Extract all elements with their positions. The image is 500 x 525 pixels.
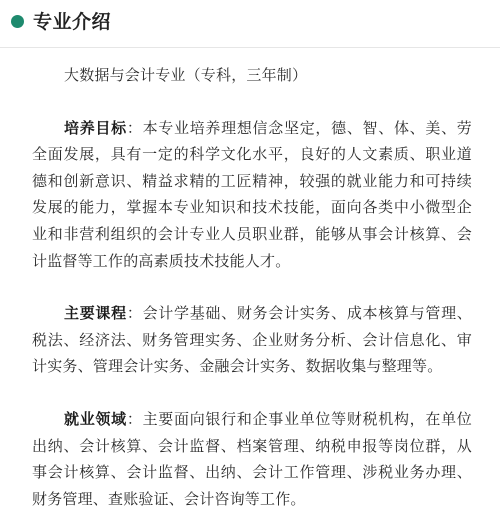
section-title: 专业介绍 (33, 11, 112, 33)
paragraph-text: 主要面向银行和企事业单位等财税机构，在单位出纳、会计核算、会计监督、档案管理、纳税申报等岗位群，从事会计核算、会计监督、出纳、会计工作管理、涉税业务办理、财务管理、查账验证、会计咨询等工作。 (32, 409, 473, 508)
program-subtitle: 大数据与会计专业（专科，三年制） (64, 66, 308, 84)
paragraph-separator: ： (126, 304, 143, 323)
section-header (0, 0, 500, 48)
paragraph-label: 培养目标 (64, 118, 127, 137)
dot-icon (11, 15, 24, 28)
paragraph-employment-fields (32, 406, 472, 512)
paragraph-separator: ： (126, 118, 143, 137)
paragraph-main-courses (32, 300, 472, 380)
paragraph-separator: ： (126, 409, 143, 428)
paragraph-text: 本专业培养理想信念坚定，德、智、体、美、劳全面发展，具有一定的科学文化水平，良好的人文素质、职业道德和创新意识、精益求精的工匠精神，较强的就业能力和可持续发展的能力，掌握本专业知识和技术技能，面向各类中小微型企业和非营利组织的会计专业人员职业群，能够从事会计核算、会计监督等工作的高素质技术技能人才。 (32, 118, 473, 270)
paragraph-label: 就业领域 (64, 409, 127, 428)
article-body (32, 62, 472, 512)
paragraph-label: 主要课程 (64, 304, 127, 323)
paragraph-training-goal (32, 115, 472, 275)
paragraph-text: 会计学基础、财务会计实务、成本核算与管理、税法、经济法、财务管理实务、企业财务分析、会计信息化、审计实务、管理会计实务、金融会计实务、数据收集与整理等。 (32, 304, 473, 376)
